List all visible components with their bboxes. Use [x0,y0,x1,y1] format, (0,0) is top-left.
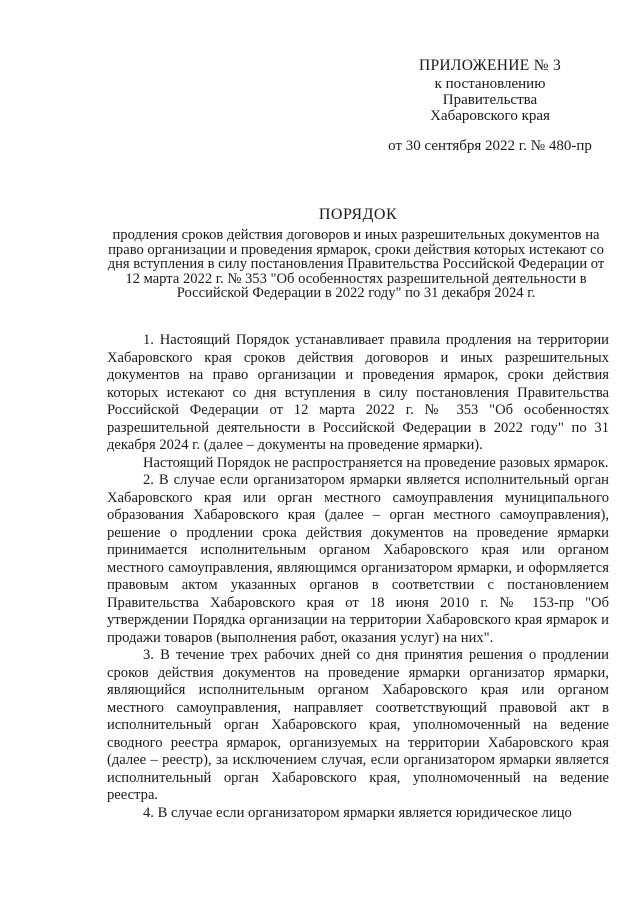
appendix-line-government: Правительства [442,92,538,108]
appendix-block [380,58,600,154]
appendix-line-resolution: к постановлению [434,76,546,92]
paragraph-2: 2. В случае если организатором ярмарки является исполнительный орган Хабаровского края или орган местного самоуправления муниципального образования Хабаровского края (далее – орган местного самоуправления), решение о продлении срока действия документов на проведение ярмарки принимается исполнительным органом Хабаровского края или органом местного самоуправления, являющимся организатором ярмарки, и оформляется правовым актом указанных органов в соответствии с постановлением Правительства Хабаровского края от 18 июня 2010 г. № 153-пр "Об утверждении Порядка организации на территории Хабаровского края ярмарок и продажи товаров (выполнения работ, оказания услуг) на них". [107,472,609,646]
paragraph-3: 3. В течение трех рабочих дней со дня принятия решения о продлении сроков действия документов на проведение ярмарки организатор ярмарки, являющийся исполнительным органом Хабаровского края или органом местного самоуправления, направляет соответствующий правовой акт в исполнительный орган Хабаровского края, уполномоченный на ведение сводного реестра ярмарок, организуемых на территории Хабаровского края (далее – реестр), за исключением случая, если организатором ярмарки является исполнительный орган Хабаровского края, уполномоченный на ведение реестра. [107,647,609,803]
document-heading: ПОРЯДОК [318,206,398,223]
document-body [107,332,609,822]
paragraph-1-note: Настоящий Порядок не распространяется на проведение разовых ярмарок. [143,454,609,471]
paragraph-4: 4. В случае если организатором ярмарки является юридическое лицо [143,804,572,821]
document-subtitle: продления сроков действия договоров и иных разрешительных документов на право организации и проведения ярмарок, сроки действия которых истекают со дня вступления в силу постановления Правительства Российской Федерации от 12 марта 2022 г. № 353 "Об особенностях разрешительной деятельности в Российской Федерации в 2022 году" по 31 декабря 2024 г. [107,227,605,301]
appendix-date: от 30 сентября 2022 г. № 480-пр [388,138,592,154]
appendix-line-region: Хабаровского края [430,108,550,124]
paragraph-1: 1. Настоящий Порядок устанавливает правила продления на территории Хабаровского края сроков действия договоров и иных разрешительных документов на право организации и проведения ярмарок, сроки действия которых истекают со дня вступления в силу постановления Правительства Российской Федерации от 12 марта 2022 г. № 353 "Об особенностях разрешительной деятельности в Российской Федерации в 2022 году" по 31 декабря 2024 г. (далее – документы на проведение ярмарки). [107,332,609,453]
appendix-number: ПРИЛОЖЕНИЕ № 3 [418,57,562,74]
